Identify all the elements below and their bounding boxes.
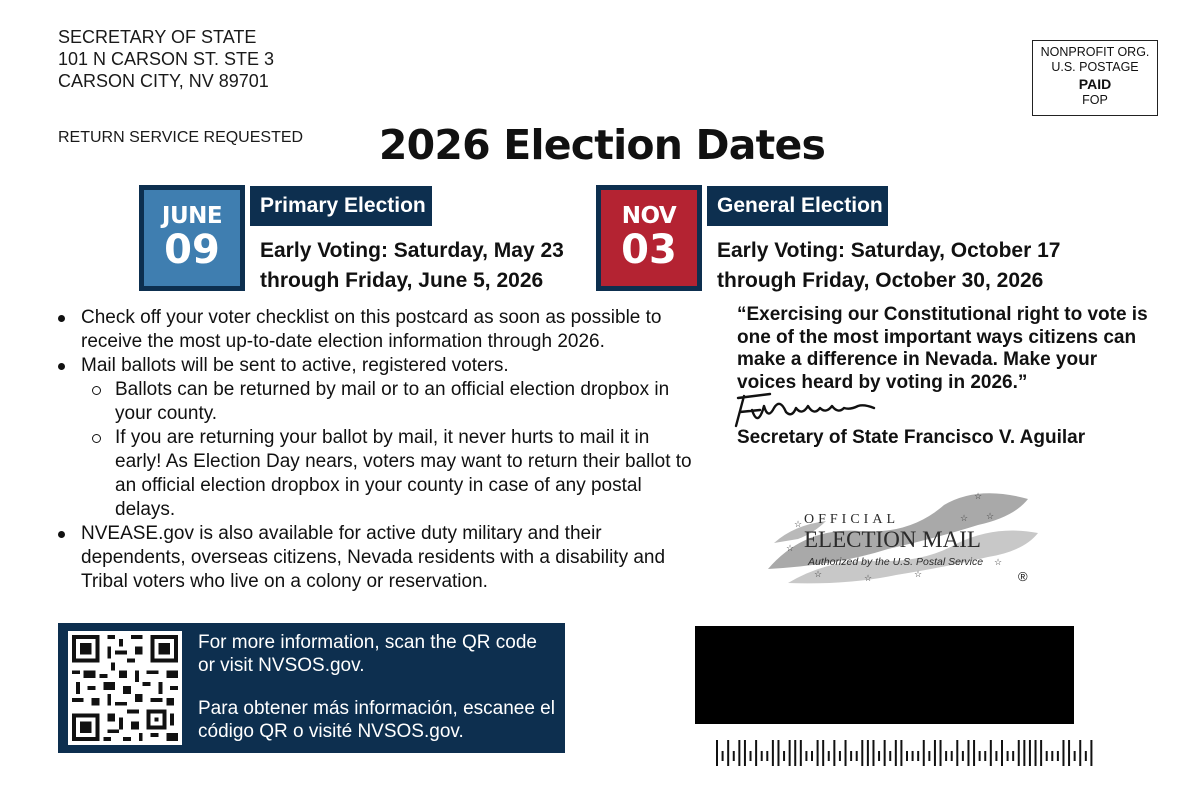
barcode-bar (817, 740, 819, 766)
barcode-bar (1035, 740, 1037, 766)
general-early-voting (717, 236, 1060, 296)
primary-early-line2: through Friday, June 5, 2026 (260, 269, 544, 292)
barcode-bar (1046, 751, 1048, 761)
barcode-bar (912, 751, 914, 761)
barcode-bar (777, 740, 779, 766)
barcode-bar (1018, 740, 1020, 766)
barcode-bar (845, 740, 847, 766)
barcode-bar (1085, 751, 1087, 761)
barcode-bar (1012, 751, 1014, 761)
barcode-bar (1057, 751, 1059, 761)
primary-early-voting (260, 236, 564, 296)
barcode-bar (839, 751, 841, 761)
page-title: 2026 Election Dates (378, 121, 826, 169)
primary-day: 09 (164, 227, 220, 273)
barcode-bar (1062, 740, 1064, 766)
primary-month: JUNE (161, 203, 223, 229)
sub-bullet-ring (92, 434, 101, 443)
barcode-bar (733, 751, 735, 761)
general-early-line1: Early Voting: Saturday, October 17 (717, 239, 1061, 262)
sub-bullet-text-mail-early: If you are returning your ballot by mail, it never hurts to mail it in early! As Election Day nears, voters may want to return their ballot to an official election dropbox in your county in case of any postal delays. (115, 427, 692, 520)
barcode-bar (917, 751, 919, 761)
svg-text:☆: ☆ (864, 573, 873, 583)
barcode-bar (1007, 751, 1009, 761)
return-address-line1: SECRETARY OF STATE (58, 27, 257, 47)
bullet-text-nvease: NVEASE.gov is also available for active duty military and their dependents, overseas citizens, Nevada residents with a disability and Tribal voters who live on a colony or reservation. (81, 523, 666, 592)
return-service-requested: RETURN SERVICE REQUESTED (58, 129, 304, 146)
barcode-bar (995, 751, 997, 761)
barcode-bar (923, 740, 925, 766)
qr-code-icon[interactable] (68, 631, 182, 745)
general-election-label: General Election (707, 186, 888, 226)
list-item (58, 306, 698, 354)
barcode-bar (750, 751, 752, 761)
redacted-address-block (695, 626, 1074, 724)
barcode-bar (1074, 751, 1076, 761)
svg-text:☆: ☆ (786, 543, 795, 553)
primary-election-label: Primary Election (250, 186, 432, 226)
barcode-bar (990, 740, 992, 766)
return-address (58, 26, 274, 92)
postage-indicia (1032, 40, 1158, 116)
barcode-bar (722, 751, 724, 761)
bullet-text-mail-ballots: Mail ballots will be sent to active, registered voters. (81, 355, 509, 376)
qr-info-box (58, 623, 565, 753)
postal-barcode (716, 740, 1096, 766)
sub-list-item (58, 378, 698, 426)
barcode-bar (967, 740, 969, 766)
svg-text:☆: ☆ (814, 569, 823, 579)
barcode-bar (822, 740, 824, 766)
barcode-bar (794, 740, 796, 766)
barcode-bar (900, 740, 902, 766)
barcode-bar (861, 740, 863, 766)
barcode-bar (772, 740, 774, 766)
barcode-bar (1090, 740, 1092, 766)
return-address-line3: CARSON CITY, NV 89701 (58, 71, 269, 91)
barcode-bar (1068, 740, 1070, 766)
list-item (58, 522, 698, 594)
indicia-line2: U.S. POSTAGE (1051, 60, 1139, 74)
barcode-bar (761, 751, 763, 761)
barcode-bar (945, 751, 947, 761)
indicia-paid: PAID (1078, 76, 1112, 92)
barcode-bar (906, 751, 908, 761)
primary-early-line1: Early Voting: Saturday, May 23 (260, 239, 564, 262)
bullet-dot (58, 531, 65, 538)
sub-bullet-ring (92, 386, 101, 395)
sub-list-item (58, 426, 698, 522)
barcode-bar (962, 751, 964, 761)
svg-text:☆: ☆ (794, 519, 803, 529)
barcode-bar (928, 751, 930, 761)
info-bullet-list (58, 306, 698, 594)
sub-bullet-text-return: Ballots can be returned by mail or to an official election dropbox in your county. (115, 379, 670, 424)
general-month: NOV (621, 203, 677, 229)
primary-date-box (139, 185, 245, 291)
indicia-line4: FOP (1082, 93, 1108, 107)
return-address-line2: 101 N CARSON ST. STE 3 (58, 49, 275, 69)
signature-graphic (730, 390, 890, 430)
barcode-bar (1029, 740, 1031, 766)
barcode-bar (940, 740, 942, 766)
barcode-bar (884, 740, 886, 766)
barcode-bar (1079, 740, 1081, 766)
quote-attribution: Secretary of State Francisco V. Aguilar (737, 427, 1086, 448)
logo-election-mail-text: ELECTION MAIL (804, 527, 981, 552)
barcode-bar (984, 751, 986, 761)
logo-authorized-text: Authorized by the U.S. Postal Service (808, 556, 984, 568)
barcode-bar (755, 740, 757, 766)
barcode-bar (867, 740, 869, 766)
barcode-bar (783, 751, 785, 761)
barcode-bar (951, 751, 953, 761)
barcode-bar (716, 740, 718, 766)
barcode-bar (766, 751, 768, 761)
barcode-bar (811, 751, 813, 761)
barcode-bar (895, 740, 897, 766)
barcode-bar (956, 740, 958, 766)
barcode-bar (1001, 740, 1003, 766)
svg-text:☆: ☆ (994, 557, 1003, 567)
svg-text:☆: ☆ (960, 513, 969, 523)
barcode-bar (934, 740, 936, 766)
bullet-dot (58, 315, 65, 322)
qr-info-text (198, 631, 558, 743)
barcode-bar (800, 740, 802, 766)
logo-registered-mark: ® (1018, 569, 1028, 584)
secretary-quote: “Exercising our Constitutional right to vote is one of the most important ways citizens can make a difference in Nevada. Make your voices heard by voting in 2026.” (737, 304, 1148, 393)
indicia-line1: NONPROFIT ORG. (1040, 45, 1150, 59)
info-text-spanish: Para obtener más información, escanee el código QR o visité NVSOS.gov. (198, 698, 555, 742)
barcode-bar (828, 751, 830, 761)
barcode-bar (872, 740, 874, 766)
barcode-bar (973, 740, 975, 766)
info-text-english: For more information, scan the QR code or visit NVSOS.gov. (198, 632, 537, 676)
svg-text:☆: ☆ (986, 511, 995, 521)
general-date-box (596, 185, 702, 291)
official-election-mail-logo (764, 485, 1044, 585)
barcode-bar (889, 751, 891, 761)
bullet-dot (58, 363, 65, 370)
barcode-bar (1023, 740, 1025, 766)
barcode-bar (1040, 740, 1042, 766)
svg-text:☆: ☆ (974, 491, 983, 501)
logo-official-text: OFFICIAL (804, 512, 900, 527)
barcode-bar (1051, 751, 1053, 761)
barcode-bar (850, 751, 852, 761)
barcode-bar (805, 751, 807, 761)
general-day: 03 (621, 227, 677, 273)
barcode-bar (979, 751, 981, 761)
bullet-text-checklist: Check off your voter checklist on this postcard as soon as possible to receive the most up-to-date election information through 2026. (81, 307, 662, 352)
barcode-bar (833, 740, 835, 766)
barcode-bar (856, 751, 858, 761)
barcode-bar (727, 740, 729, 766)
svg-text:☆: ☆ (914, 569, 923, 579)
barcode-bar (738, 740, 740, 766)
barcode-bar (789, 740, 791, 766)
list-item (58, 354, 698, 378)
general-early-line2: through Friday, October 30, 2026 (717, 269, 1044, 292)
barcode-bar (744, 740, 746, 766)
barcode-bar (878, 751, 880, 761)
